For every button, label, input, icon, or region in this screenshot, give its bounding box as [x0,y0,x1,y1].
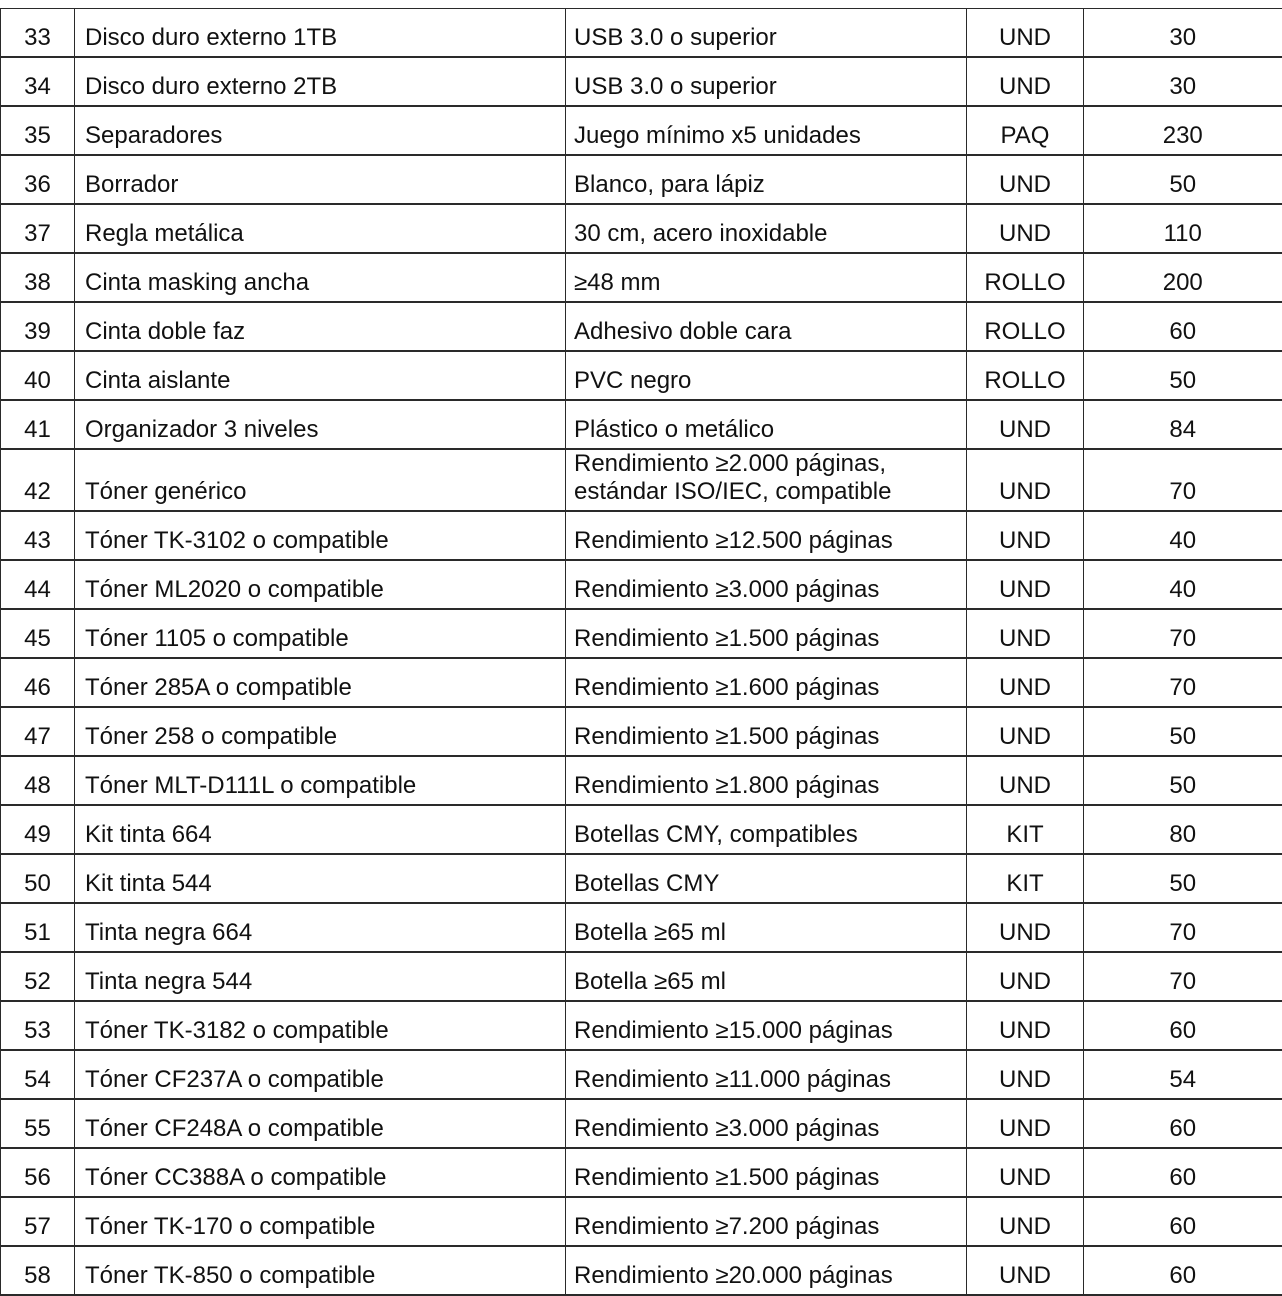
item-quantity: 200 [1084,253,1282,302]
table-row [1,609,1282,658]
item-description: Tinta negra 664 [75,903,566,952]
item-unit: UND [967,204,1084,253]
item-quantity: 60 [1084,1001,1282,1050]
item-description: Disco duro externo 2TB [75,57,566,106]
item-specification: Rendimiento ≥20.000 páginas [566,1246,967,1295]
table-row [1,155,1282,204]
item-unit: UND [967,903,1084,952]
item-number: 43 [1,511,75,560]
item-quantity: 60 [1084,1148,1282,1197]
item-description: Tóner 1105 o compatible [75,609,566,658]
item-unit: ROLLO [967,253,1084,302]
item-specification: Botellas CMY, compatibles [566,805,967,854]
item-unit: UND [967,155,1084,204]
item-description: Kit tinta 544 [75,854,566,903]
item-description: Tóner TK-3182 o compatible [75,1001,566,1050]
item-description: Tóner TK-170 o compatible [75,1197,566,1246]
item-unit: UND [967,1246,1084,1295]
table-row [1,1148,1282,1197]
item-quantity: 60 [1084,1197,1282,1246]
item-number: 35 [1,106,75,155]
item-description: Regla metálica [75,204,566,253]
item-number: 54 [1,1050,75,1099]
item-specification: Rendimiento ≥2.000 páginas, estándar ISO/IEC, compatible [566,449,967,511]
item-unit: UND [967,658,1084,707]
item-specification: Rendimiento ≥1.500 páginas [566,707,967,756]
supplies-table-body [1,9,1282,1296]
item-specification: Rendimiento ≥1.500 páginas [566,609,967,658]
item-number: 38 [1,253,75,302]
item-quantity: 70 [1084,903,1282,952]
item-description: Cinta masking ancha [75,253,566,302]
item-number: 45 [1,609,75,658]
item-specification: Rendimiento ≥1.600 páginas [566,658,967,707]
item-description: Borrador [75,155,566,204]
item-description: Tóner 285A o compatible [75,658,566,707]
item-number: 51 [1,903,75,952]
item-number: 40 [1,351,75,400]
item-quantity: 50 [1084,351,1282,400]
item-unit: UND [967,560,1084,609]
table-row [1,560,1282,609]
table-row [1,805,1282,854]
table-row [1,351,1282,400]
item-description: Tóner CF237A o compatible [75,1050,566,1099]
item-unit: PAQ [967,106,1084,155]
item-unit: UND [967,707,1084,756]
item-description: Tóner MLT-D111L o compatible [75,756,566,805]
item-description: Cinta doble faz [75,302,566,351]
item-number: 53 [1,1001,75,1050]
item-number: 49 [1,805,75,854]
item-description: Tóner ML2020 o compatible [75,560,566,609]
item-number: 36 [1,155,75,204]
item-description: Tinta negra 544 [75,952,566,1001]
item-specification: Botella ≥65 ml [566,952,967,1001]
item-unit: UND [967,1148,1084,1197]
item-unit: UND [967,57,1084,106]
item-number: 58 [1,1246,75,1295]
item-quantity: 60 [1084,302,1282,351]
item-specification: Rendimiento ≥11.000 páginas [566,1050,967,1099]
item-unit: UND [967,511,1084,560]
item-unit: UND [967,1099,1084,1148]
item-quantity: 40 [1084,560,1282,609]
table-row [1,57,1282,106]
item-specification: ≥48 mm [566,253,967,302]
table-row [1,253,1282,302]
item-quantity: 70 [1084,609,1282,658]
item-description: Tóner genérico [75,449,566,511]
item-quantity: 60 [1084,1246,1282,1295]
item-description: Tóner 258 o compatible [75,707,566,756]
item-specification: USB 3.0 o superior [566,57,967,106]
item-specification: Botellas CMY [566,854,967,903]
table-row [1,1197,1282,1246]
table-row [1,756,1282,805]
item-number: 34 [1,57,75,106]
table-row [1,449,1282,511]
table-row [1,511,1282,560]
item-specification: Botella ≥65 ml [566,903,967,952]
item-specification: Rendimiento ≥3.000 páginas [566,560,967,609]
item-description: Separadores [75,106,566,155]
table-row [1,854,1282,903]
item-quantity: 50 [1084,155,1282,204]
table-row [1,1001,1282,1050]
item-number: 33 [1,9,75,58]
item-quantity: 80 [1084,805,1282,854]
table-row [1,658,1282,707]
item-quantity: 70 [1084,952,1282,1001]
item-specification: Adhesivo doble cara [566,302,967,351]
table-row [1,707,1282,756]
table-row [1,1246,1282,1295]
item-specification: Rendimiento ≥12.500 páginas [566,511,967,560]
item-unit: UND [967,1050,1084,1099]
item-quantity: 70 [1084,449,1282,511]
item-specification: Blanco, para lápiz [566,155,967,204]
item-unit: UND [967,1197,1084,1246]
item-number: 56 [1,1148,75,1197]
item-unit: UND [967,1001,1084,1050]
table-row [1,400,1282,449]
item-quantity: 40 [1084,511,1282,560]
item-quantity: 230 [1084,106,1282,155]
item-quantity: 50 [1084,707,1282,756]
item-quantity: 54 [1084,1050,1282,1099]
item-number: 55 [1,1099,75,1148]
item-specification: Rendimiento ≥7.200 páginas [566,1197,967,1246]
item-number: 52 [1,952,75,1001]
item-quantity: 50 [1084,756,1282,805]
item-number: 42 [1,449,75,511]
supplies-table [0,8,1282,1296]
item-number: 44 [1,560,75,609]
item-quantity: 110 [1084,204,1282,253]
item-specification: Juego mínimo x5 unidades [566,106,967,155]
item-number: 57 [1,1197,75,1246]
item-quantity: 30 [1084,9,1282,58]
item-unit: UND [967,9,1084,58]
item-number: 50 [1,854,75,903]
item-description: Disco duro externo 1TB [75,9,566,58]
item-quantity: 60 [1084,1099,1282,1148]
table-row [1,952,1282,1001]
item-unit: UND [967,756,1084,805]
item-unit: KIT [967,854,1084,903]
item-description: Tóner CF248A o compatible [75,1099,566,1148]
item-number: 47 [1,707,75,756]
item-quantity: 70 [1084,658,1282,707]
item-quantity: 30 [1084,57,1282,106]
item-description: Tóner TK-3102 o compatible [75,511,566,560]
item-number: 46 [1,658,75,707]
item-description: Tóner TK-850 o compatible [75,1246,566,1295]
item-number: 41 [1,400,75,449]
item-number: 48 [1,756,75,805]
table-row [1,1099,1282,1148]
item-unit: UND [967,400,1084,449]
item-quantity: 84 [1084,400,1282,449]
item-description: Kit tinta 664 [75,805,566,854]
table-row [1,9,1282,58]
item-quantity: 50 [1084,854,1282,903]
item-specification: Rendimiento ≥1.500 páginas [566,1148,967,1197]
item-description: Organizador 3 niveles [75,400,566,449]
item-unit: ROLLO [967,351,1084,400]
item-specification: PVC negro [566,351,967,400]
item-description: Tóner CC388A o compatible [75,1148,566,1197]
item-unit: UND [967,609,1084,658]
item-specification: Rendimiento ≥15.000 páginas [566,1001,967,1050]
item-specification: USB 3.0 o superior [566,9,967,58]
table-row [1,204,1282,253]
item-unit: UND [967,952,1084,1001]
table-row [1,106,1282,155]
item-number: 39 [1,302,75,351]
item-unit: ROLLO [967,302,1084,351]
item-specification: Rendimiento ≥3.000 páginas [566,1099,967,1148]
item-unit: KIT [967,805,1084,854]
item-number: 37 [1,204,75,253]
table-row [1,302,1282,351]
item-specification: 30 cm, acero inoxidable [566,204,967,253]
table-row [1,903,1282,952]
table-row [1,1050,1282,1099]
item-specification: Rendimiento ≥1.800 páginas [566,756,967,805]
item-unit: UND [967,449,1084,511]
item-specification: Plástico o metálico [566,400,967,449]
item-description: Cinta aislante [75,351,566,400]
